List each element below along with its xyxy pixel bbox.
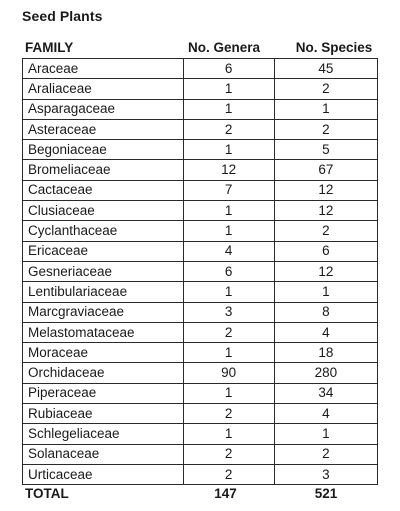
genera-cell: 1 [183, 221, 274, 241]
family-cell: Lentibulariaceae [23, 282, 184, 302]
family-cell: Moraceae [23, 343, 184, 363]
family-cell: Begoniaceae [23, 140, 184, 160]
family-cell: Cactaceae [23, 180, 184, 200]
genera-cell: 6 [183, 59, 274, 79]
family-cell: Piperaceae [23, 383, 184, 403]
species-cell: 67 [274, 160, 377, 180]
genera-cell: 1 [183, 201, 274, 221]
species-cell: 3 [274, 464, 377, 484]
family-cell: Gesneriaceae [23, 261, 184, 281]
family-cell: Melastomataceae [23, 322, 184, 342]
table-row [23, 383, 378, 403]
table-row [23, 404, 378, 424]
genera-cell: 2 [183, 404, 274, 424]
family-cell: Schlegeliaceae [23, 424, 184, 444]
table-row [23, 180, 378, 200]
genera-cell: 1 [183, 79, 274, 99]
species-cell: 1 [274, 424, 377, 444]
table-row [23, 444, 378, 464]
genera-cell: 1 [183, 383, 274, 403]
total-genera: 147 [214, 486, 237, 501]
species-cell: 34 [274, 383, 377, 403]
table-row [23, 160, 378, 180]
genera-cell: 2 [183, 464, 274, 484]
genera-cell: 12 [183, 160, 274, 180]
table-row [23, 424, 378, 444]
species-cell: 2 [274, 79, 377, 99]
total-species: 521 [314, 486, 338, 501]
genera-cell: 1 [183, 424, 274, 444]
seed-plants-table [22, 58, 378, 485]
species-cell: 1 [274, 282, 377, 302]
table-row [23, 363, 378, 383]
species-cell: 2 [274, 444, 377, 464]
table-row [23, 59, 378, 79]
species-cell: 6 [274, 241, 377, 261]
column-header-species: No. Species [295, 40, 373, 55]
genera-cell: 1 [183, 140, 274, 160]
species-cell: 2 [274, 119, 377, 139]
column-header-genera: No. Genera [187, 40, 261, 55]
total-row [22, 484, 378, 504]
table-row [23, 119, 378, 139]
family-cell: Clusiaceae [23, 201, 184, 221]
family-cell: Orchidaceae [23, 363, 184, 383]
column-header-family: FAMILY [25, 40, 74, 55]
genera-cell: 6 [183, 261, 274, 281]
table-row [23, 282, 378, 302]
total-label: TOTAL [25, 486, 69, 501]
genera-cell: 4 [183, 241, 274, 261]
species-cell: 18 [274, 343, 377, 363]
table-row [23, 322, 378, 342]
family-cell: Rubiaceae [23, 404, 184, 424]
table-row [23, 241, 378, 261]
family-cell: Urticaceae [23, 464, 184, 484]
genera-cell: 2 [183, 444, 274, 464]
genera-cell: 1 [183, 343, 274, 363]
table-row [23, 140, 378, 160]
table-row [23, 201, 378, 221]
genera-cell: 3 [183, 302, 274, 322]
table-header [22, 38, 378, 58]
table-row [23, 99, 378, 119]
species-cell: 1 [274, 99, 377, 119]
genera-cell: 2 [183, 322, 274, 342]
page-title: Seed Plants [22, 8, 103, 24]
species-cell: 4 [274, 322, 377, 342]
family-cell: Araliaceae [23, 79, 184, 99]
species-cell: 280 [274, 363, 377, 383]
family-cell: Ericaceae [23, 241, 184, 261]
table-row [23, 343, 378, 363]
species-cell: 12 [274, 180, 377, 200]
species-cell: 12 [274, 261, 377, 281]
genera-cell: 90 [183, 363, 274, 383]
family-cell: Cyclanthaceae [23, 221, 184, 241]
species-cell: 8 [274, 302, 377, 322]
family-cell: Asteraceae [23, 119, 184, 139]
genera-cell: 7 [183, 180, 274, 200]
table-row [23, 261, 378, 281]
genera-cell: 1 [183, 99, 274, 119]
family-cell: Asparagaceae [23, 99, 184, 119]
table-body [23, 59, 378, 485]
family-cell: Bromeliaceae [23, 160, 184, 180]
table-row [23, 79, 378, 99]
species-cell: 5 [274, 140, 377, 160]
family-cell: Marcgraviaceae [23, 302, 184, 322]
species-cell: 4 [274, 404, 377, 424]
table-row [23, 221, 378, 241]
species-cell: 45 [274, 59, 377, 79]
table-row [23, 302, 378, 322]
species-cell: 12 [274, 201, 377, 221]
species-cell: 2 [274, 221, 377, 241]
family-cell: Solanaceae [23, 444, 184, 464]
family-cell: Araceae [23, 59, 184, 79]
table-row [23, 464, 378, 484]
genera-cell: 2 [183, 119, 274, 139]
genera-cell: 1 [183, 282, 274, 302]
